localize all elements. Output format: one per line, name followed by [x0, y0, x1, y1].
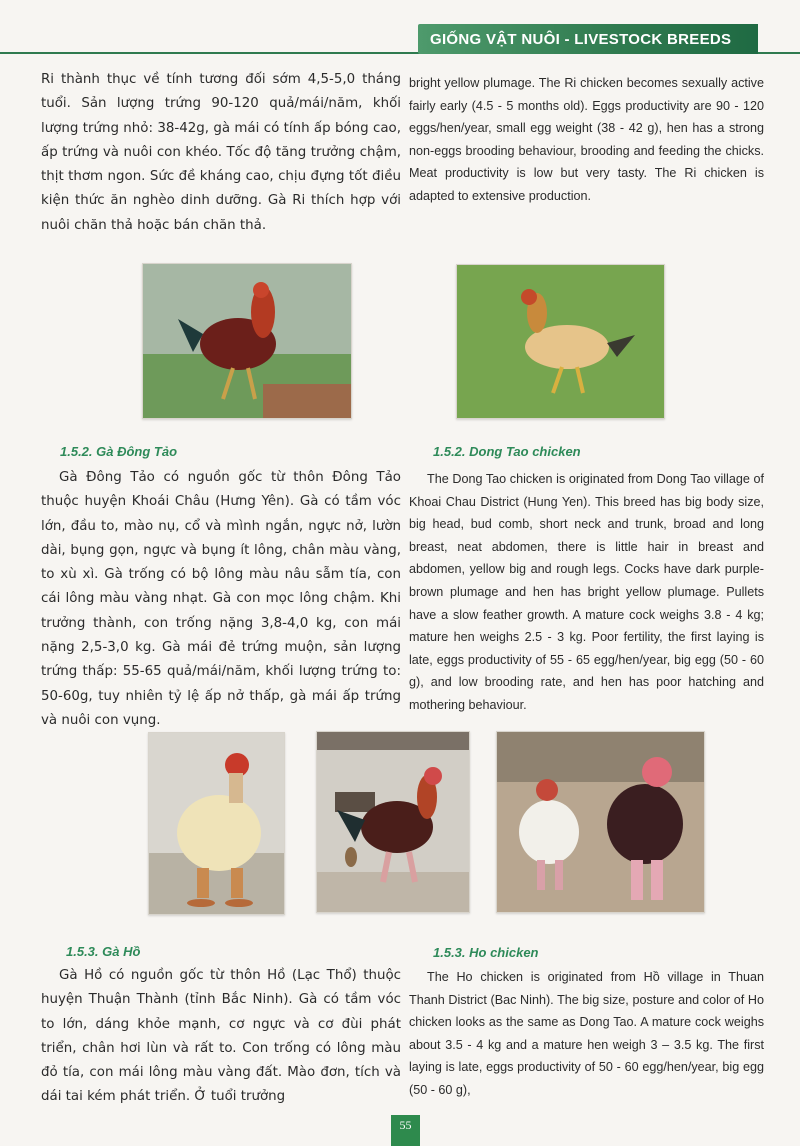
ho-chicken-pair-photo — [496, 731, 705, 913]
dong-tao-hen-photo — [148, 732, 285, 915]
intro-en-column — [409, 72, 764, 208]
dong-tao-heading-vn: 1.5.2. Gà Đông Tảo — [60, 444, 178, 459]
dong-tao-heading-en: 1.5.2. Dong Tao chicken — [433, 444, 581, 459]
ho-en-column — [409, 966, 764, 1102]
dong-tao-en-paragraph: The Dong Tao chicken is originated from Dong Tao village of Khoai Chau District (Hung Yen). This breed has big body size, big head, bud comb, short neck and trunk, broad and long breast, neat abdomen, there is little hair in breast and abdomen, yellow big and rough legs. Cocks have dark purple-brown plumage and hen has bright yellow plumage. Pullets have a slow feather growth. A mature cock weighs 3.8 - 4 kg; mature hen weighs 2.5 - 3 kg. Poor fertility, the first laying is late, eggs productivity of 55 - 65 egg/hen/year, big egg (50 - 60 g), and low brooding rate, and hen has poor hatching and mothering behaviour. — [409, 472, 764, 712]
ri-rooster-photo — [142, 263, 352, 419]
dong-tao-vn-column — [41, 466, 401, 733]
ho-vn-column — [41, 964, 401, 1110]
intro-en-paragraph: bright yellow plumage. The Ri chicken becomes sexually active fairly early (4.5 - 5 months old). Eggs productivity are 90 - 120 eggs/hen/year, small egg weight (38 - 42 g), hen has a strong non-eggs brooding behaviour, brooding and feeding the chicks. Meat productivity is low but very tasty. The Ri chicken is adapted to extensive production. — [409, 76, 764, 203]
intro-vn-paragraph: Ri thành thục về tính tương đối sớm 4,5-5,0 tháng tuổi. Sản lượng trứng 90-120 quả/mái/năm, khối lượng trứng nhỏ: 38-42g, gà mái có tính ấp bóng cao, ấp trứng và nuôi con khéo. Tốc độ tăng trưởng chậm, thịt thơm ngon. Sức đề kháng cao, chịu đựng tốt điều kiện thức ăn nghèo dinh dưỡng. Gà Ri thích hợp với nuôi chăn thả hoặc bán chăn thả. — [41, 72, 401, 233]
dong-tao-en-column — [409, 468, 764, 717]
dong-tao-rooster-photo — [316, 731, 470, 913]
intro-vn-column — [41, 68, 401, 238]
ho-heading-en: 1.5.3. Ho chicken — [433, 945, 539, 960]
page-number: 55 — [391, 1115, 420, 1146]
ho-en-paragraph: The Ho chicken is originated from Hồ village in Thuan Thanh District (Bac Ninh). The big size, posture and color of Ho chicken looks as the same as Dong Tao. A mature cock weighs about 3.5 - 4 kg and a mature hen weigh 3 – 3.5 kg. The first laying is late, eggs productivity of 50 - 60 egg/hen/year, big egg (50 - 60 g), — [409, 970, 764, 1097]
section-title: GIỐNG VẬT NUÔI - LIVESTOCK BREEDS — [430, 31, 732, 48]
dong-tao-vn-paragraph: Gà Đông Tảo có nguồn gốc từ thôn Đông Tảo thuộc huyện Khoái Châu (Hưng Yên). Gà có tầm vóc lớn, đầu to, mào nụ, cổ và mình ngắn, ngực nở, lườn dài, bụng gọn, ngực và bụng ít lông, chân màu vàng, to xù xì. Gà trống có bộ lông màu nâu sẫm tía, con cái lông màu vàng nhạt. Gà con mọc lông chậm. Khi trưởng thành, con trống nặng 3,8-4,0 kg, con mái nặng 2,5-3,0 kg. Gà mái đẻ trứng muộn, sản lượng trứng thấp: 55-65 quả/mái/năm, khối lượng trứng to: 50-60g, tuy nhiên tỷ lệ ấp nở thấp, gà mái ấp trứng và nuôi con vụng. — [41, 470, 401, 728]
ho-heading-vn: 1.5.3. Gà Hồ — [66, 944, 141, 959]
ho-vn-paragraph: Gà Hồ có nguồn gốc từ thôn Hồ (Lạc Thổ) thuộc huyện Thuận Thành (tỉnh Bắc Ninh). Gà có tầm vóc to lớn, dáng khỏe mạnh, cơ ngực và cơ đùi phát triển, chân hơi lùn và rất to. Con trống có lông màu đỏ tía, con mái lông màu vàng đất. Mào đơn, tích và dái tai kém phát triển. Ở tuổi trưởng — [41, 968, 401, 1105]
ri-hen-photo — [456, 264, 665, 419]
